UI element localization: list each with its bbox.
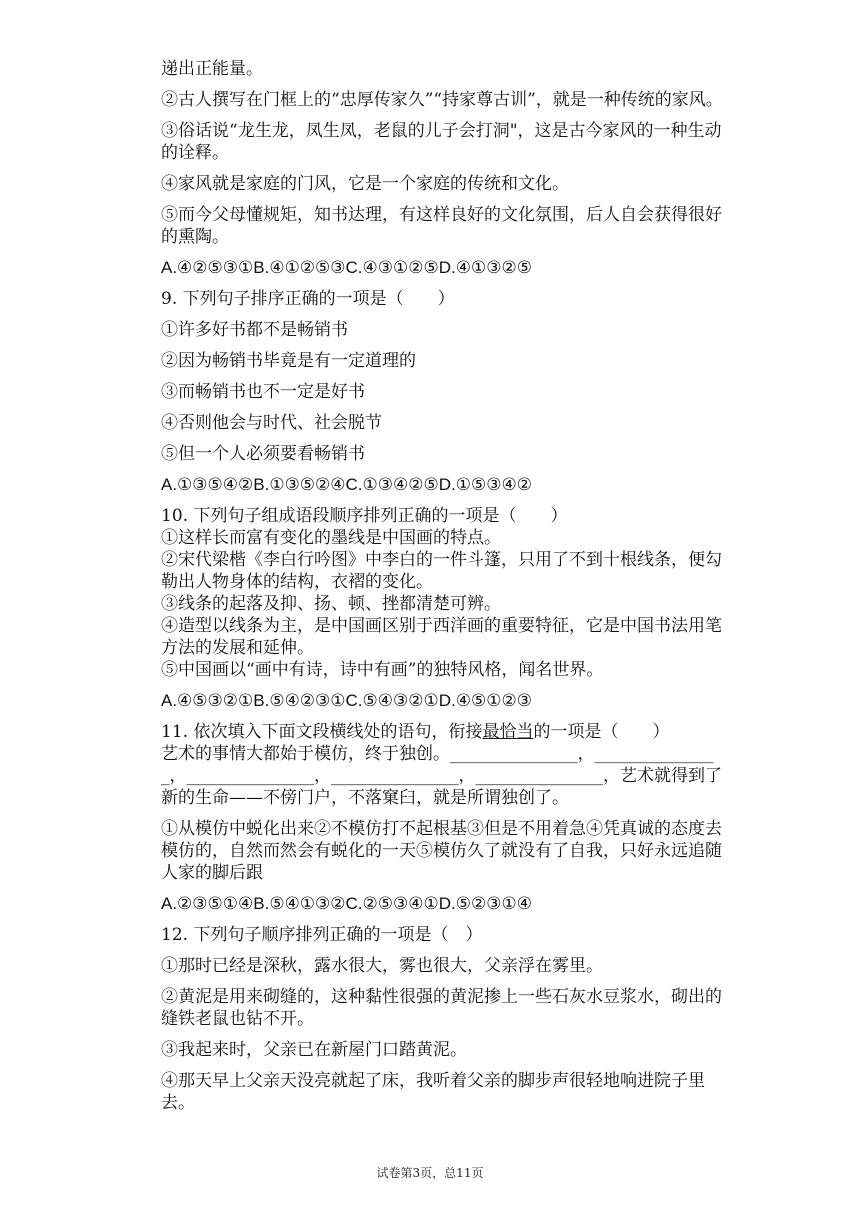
- document-body: [161, 58, 735, 1123]
- q10-item: ①这样长而富有变化的墨线是中国画的特点。: [161, 528, 501, 548]
- q10-item: ③线条的起落及抑、扬、顿、挫都清楚可辨。: [161, 594, 501, 614]
- q9-item: ①许多好书都不是畅销书: [161, 320, 348, 340]
- q11-stem-post: 的一项是（ ）: [533, 722, 670, 742]
- q12-item: ①那时已经是深秋，露水很大，雾也很大，父亲浮在雾里。: [161, 956, 603, 976]
- q12-item: ②黄泥是用来砌缝的，这种黏性很强的黄泥掺上一些石灰水豆浆水，砌出的缝铁老鼠也钻不开。: [161, 987, 722, 1029]
- q10-stem: 10. 下列句子组成语段顺序排列正确的一项是（ ）: [161, 506, 568, 526]
- q12-item: ④那天早上父亲天没亮就起了床，我听着父亲的脚步声很轻地响进院子里去。: [161, 1071, 705, 1113]
- q11-stem-underlined: 最恰当: [482, 722, 534, 742]
- q9-item: ④否则他会与时代、社会脱节: [161, 413, 382, 433]
- text-line: ②古人撰写在门框上的“忠厚传家久”“持家尊古训”，就是一种传统的家风。: [161, 90, 723, 110]
- q9-stem: 9. 下列句子排序正确的一项是（ ）: [161, 289, 455, 309]
- q10-options: A.④⑤③②①B.⑤④②③①C.⑤④③②①D.④⑤①②③: [161, 691, 532, 710]
- q11-stem: [161, 721, 735, 743]
- q11-items: ①从模仿中蜕化出来②不模仿打不起根基③但是不用着急④凭真诚的态度去模仿的，自然而然会有蜕化的一天⑤模仿久了就没有了自我，只好永远追随人家的脚后跟: [161, 819, 722, 883]
- q11-passage: 艺术的事情大都始于模仿，终于独创。_______________，_______________，_______________，_______________，_______________，艺术就得到了新的生命——不傍门户，不落窠臼，就是所谓独创了。: [161, 744, 722, 808]
- q9-item: ②因为畅销书毕竟是有一定道理的: [161, 351, 416, 371]
- q10-item: ②宋代梁楷《李白行吟图》中李白的一件斗篷，只用了不到十根线条，便勾勒出人物身体的结构，衣褶的变化。: [161, 550, 722, 592]
- q10-item: ⑤中国画以“画中有诗，诗中有画”的独特风格，闻名世界。: [161, 660, 604, 680]
- q11-options: A.②③⑤①④B.⑤④①③②C.②⑤③④①D.⑤②③①④: [161, 894, 532, 913]
- text-line: ④家风就是家庭的门风，它是一个家庭的传统和文化。: [161, 174, 569, 194]
- q9-options: A.①③⑤④②B.①③⑤②④C.①③④②⑤D.①⑤③④②: [161, 475, 532, 494]
- text-line: ⑤而今父母懂规矩，知书达理，有这样良好的文化氛围，后人自会获得很好的熏陶。: [161, 205, 722, 247]
- q9-item: ⑤但一个人必须要看畅销书: [161, 444, 365, 464]
- q11-stem-pre: 11. 依次填入下面文段横线处的语句，衔接: [161, 722, 483, 742]
- q12-item: ③我起来时，父亲已在新屋门口踏黄泥。: [161, 1040, 467, 1060]
- page-footer: 试卷第3页，总11页: [376, 1166, 484, 1180]
- text-line: ③俗话说“龙生龙，凤生凤，老鼠的儿子会打洞"，这是古今家风的一种生动的诠释。: [161, 121, 722, 163]
- text-line: 递出正能量。: [161, 59, 263, 79]
- q9-item: ③而畅销书也不一定是好书: [161, 382, 365, 402]
- q8-options: A.④②⑤③①B.④①②⑤③C.④③①②⑤D.④①③②⑤: [161, 258, 532, 277]
- q12-stem: 12. 下列句子顺序排列正确的一项是（ ）: [161, 925, 483, 945]
- q10-item: ④造型以线条为主，是中国画区别于西洋画的重要特征，它是中国书法用笔方法的发展和延伸。: [161, 616, 722, 658]
